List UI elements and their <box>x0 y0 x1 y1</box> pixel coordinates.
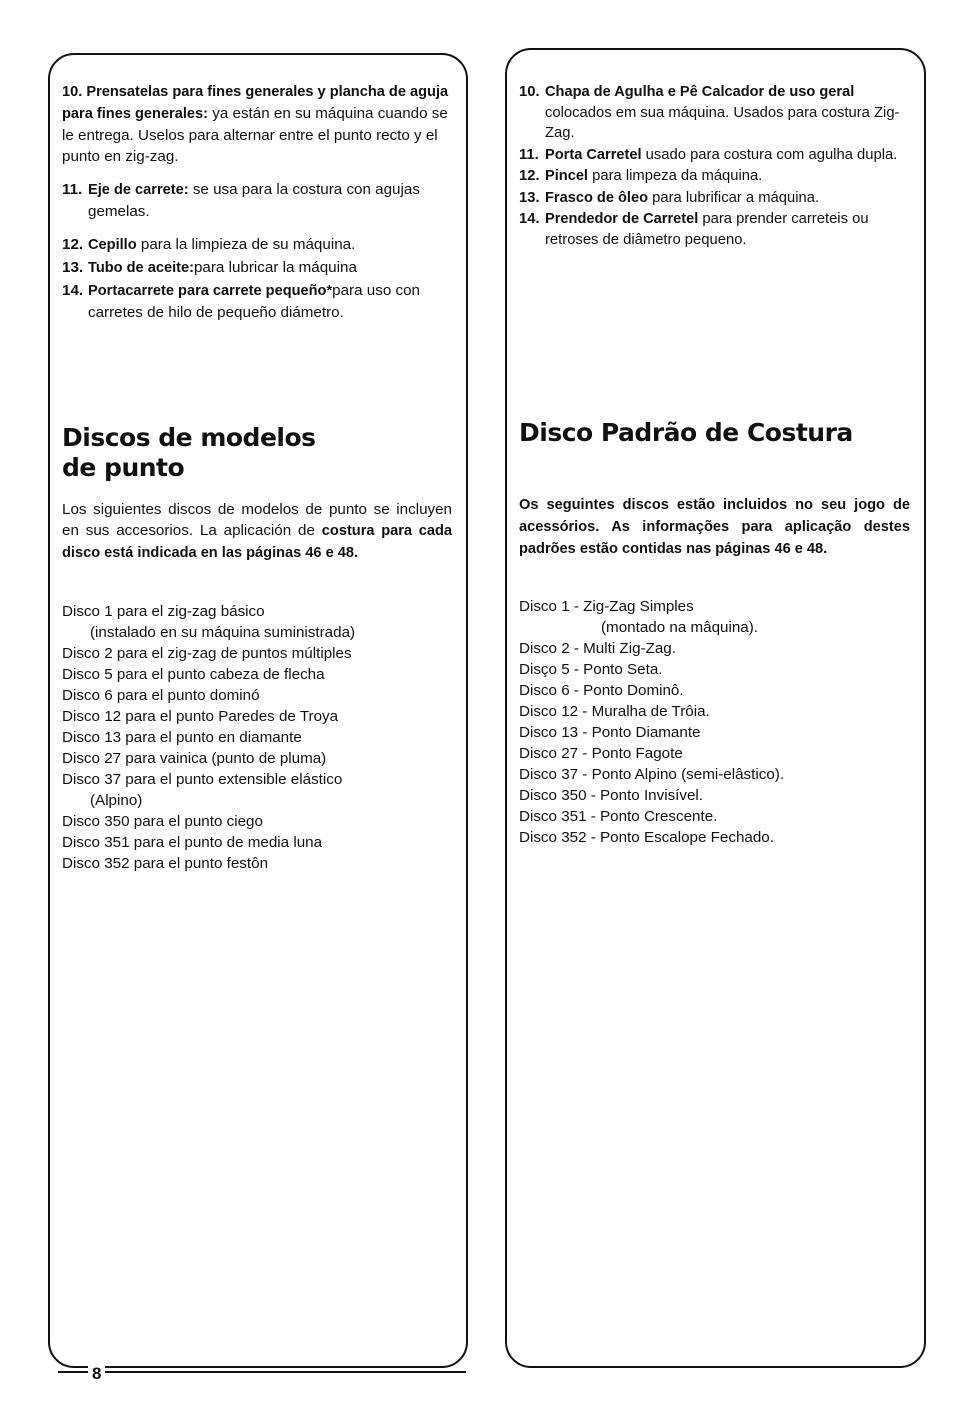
left-item-13-text: para lubricar la máquina <box>193 259 357 276</box>
right-item-11-term: Porta Carretel <box>545 146 642 163</box>
left-item-10-term: 10. Prensatelas para fines generales y plancha de aguja para fines generales: <box>62 84 449 122</box>
page-number: 8 <box>88 1364 105 1384</box>
left-column-panel <box>48 53 468 1368</box>
right-disc-label: Disco 351 - Ponto Crescente. <box>519 808 718 825</box>
right-disc-label: Disco 27 - Ponto Fagote <box>519 745 683 762</box>
right-item-14-term: Prendedor de Carretel <box>545 211 699 227</box>
right-item-11 <box>519 145 910 166</box>
left-disc-item <box>62 643 452 664</box>
right-item-13 <box>519 188 910 209</box>
right-intro-bold: Os seguintes discos estão incluidos no seu jogo de acessórios. As informações para aplicação destes padrões estão contidas nas páginas 46 e 48. <box>519 497 910 557</box>
right-section-heading: Disco Padrão de Costura <box>519 418 853 447</box>
right-disc-item <box>519 743 910 764</box>
right-item-12-term: Pincel <box>545 168 588 184</box>
right-disc-item <box>519 596 910 638</box>
left-item-14-term: Portacarrete para carrete pequeño* <box>88 283 333 299</box>
left-intro-paragraph <box>62 499 452 564</box>
right-accessory-list <box>507 82 924 251</box>
left-disc-item <box>62 706 452 727</box>
left-disc-label: Disco 6 para el punto dominó <box>62 687 260 704</box>
right-disc-note: (montado na mâquina). <box>601 619 759 636</box>
left-disc-label: Disco 37 para el punto extensible elástico <box>62 771 343 788</box>
right-disc-item <box>519 638 910 659</box>
left-disc-item <box>62 811 452 832</box>
left-disc-label: Disco 350 para el punto ciego <box>62 813 263 830</box>
right-item-11-num: 11. <box>519 146 539 163</box>
right-item-13-text: para lubrificar a máquina. <box>648 189 820 206</box>
right-disc-item <box>519 722 910 743</box>
left-item-11-num: 11. <box>62 181 83 198</box>
right-heading-block <box>507 418 924 448</box>
left-item-11-term: Eje de carrete: <box>88 182 189 198</box>
right-disc-label: Disco 350 - Ponto Invisível. <box>519 787 704 804</box>
right-item-13-term: Frasco de ôleo <box>545 189 648 206</box>
right-item-12-text: para limpeza da máquina. <box>588 168 763 184</box>
left-intro-plain: Los siguientes discos de modelos de punto se incluyen en sus accesorios. La aplicación de <box>62 501 452 539</box>
right-item-12-num: 12. <box>519 168 540 184</box>
right-item-14 <box>519 209 910 250</box>
right-disc-label: Disco 1 - Zig-Zag Simples <box>519 598 694 615</box>
right-disc-item <box>519 659 910 680</box>
left-item-12 <box>62 234 452 256</box>
right-disc-list-block <box>507 596 924 848</box>
right-disc-label: Disco 6 - Ponto Dominô. <box>519 682 684 699</box>
left-disc-item <box>62 601 452 643</box>
left-heading-line-1: Discos de modelos <box>62 423 316 452</box>
right-item-10 <box>519 82 910 144</box>
left-disc-note: (instalado en su máquina suministrada) <box>90 624 356 641</box>
right-item-10-term: Chapa de Agulha e Pê Calcador de uso geral <box>545 84 855 100</box>
left-disc-label: Disco 12 para el punto Paredes de Troya <box>62 708 339 725</box>
left-disc-item <box>62 664 452 685</box>
right-disc-label: Disco 37 - Ponto Alpino (semi-elâstico). <box>519 766 785 783</box>
left-disc-note: (Alpino) <box>90 792 143 809</box>
right-disc-label: Disco 352 - Ponto Escalope Fechado. <box>519 829 774 846</box>
left-disc-label: Disco 13 para el punto en diamante <box>62 729 302 746</box>
left-item-10 <box>62 81 452 167</box>
left-disc-item <box>62 727 452 748</box>
left-item-14-num: 14. <box>62 282 84 299</box>
left-intro-bold: costura para cada disco está indicada en las páginas 46 e 48. <box>62 523 452 561</box>
left-disc-item <box>62 748 452 769</box>
left-disc-label: Disco 351 para el punto de media luna <box>62 834 323 851</box>
left-item-10-text: ya están en su máquina cuando se le entrega. Uselos para alternar entre el punto recto y el punto en zig-zag. <box>62 105 448 165</box>
right-item-11-text: usado para costura com agulha dupla. <box>641 146 898 163</box>
left-item-11-text: se usa para la costura con agujas gemelas. <box>88 181 420 220</box>
left-disc-label: Disco 27 para vainica (punto de pluma) <box>62 750 327 767</box>
left-item-14 <box>62 280 452 323</box>
left-intro-block <box>50 499 466 564</box>
left-heading-block <box>50 423 466 483</box>
right-item-12 <box>519 166 910 187</box>
right-disc-item <box>519 701 910 722</box>
left-disc-item <box>62 832 452 853</box>
left-heading-line-2: de punto <box>62 453 185 482</box>
right-disc-label: Disco 13 - Ponto Diamante <box>519 724 701 741</box>
right-disc-list <box>519 596 910 848</box>
right-item-10-num: 10. <box>519 84 540 100</box>
left-item-13-num: 13. <box>62 259 84 276</box>
left-item-12-term: Cepillo <box>88 237 137 253</box>
left-disc-item <box>62 685 452 706</box>
left-item-11 <box>62 179 452 222</box>
right-disc-item <box>519 827 910 848</box>
right-intro-block <box>507 494 924 560</box>
left-disc-list <box>62 601 452 874</box>
left-item-12-num: 12. <box>62 236 84 253</box>
right-disc-item <box>519 806 910 827</box>
right-disc-label: Disço 5 - Ponto Seta. <box>519 661 663 678</box>
right-item-10-text: colocados em sua máquina. Usados para costura Zig-Zag. <box>545 104 900 141</box>
left-disc-label: Disco 1 para el zig-zag básico <box>62 603 265 620</box>
left-disc-list-block <box>50 601 466 874</box>
left-disc-label: Disco 352 para el punto festôn <box>62 855 269 872</box>
left-disc-label: Disco 5 para el punto cabeza de flecha <box>62 666 325 683</box>
left-item-13-term: Tubo de aceite: <box>88 260 194 276</box>
right-item-13-num: 13. <box>519 189 540 206</box>
right-disc-item <box>519 785 910 806</box>
footer-rule <box>58 1371 466 1373</box>
left-section-heading <box>62 423 452 483</box>
right-disc-item <box>519 764 910 785</box>
left-item-14-text: para uso con carretes de hilo de pequeño diámetro. <box>88 282 420 321</box>
right-item-14-num: 14. <box>519 211 540 227</box>
left-accessory-list <box>50 81 466 324</box>
right-disc-label: Disco 2 - Multi Zig-Zag. <box>519 640 676 657</box>
right-intro-paragraph <box>519 494 910 560</box>
left-disc-label: Disco 2 para el zig-zag de puntos múltiples <box>62 645 352 662</box>
left-disc-item <box>62 853 452 874</box>
left-disc-item <box>62 769 452 811</box>
right-item-14-text: para prender carreteis ou retroses de diâmetro pequeno. <box>545 211 869 248</box>
left-item-12-text: para la limpieza de su máquina. <box>136 236 356 253</box>
right-column-panel <box>505 48 926 1368</box>
left-item-13 <box>62 257 452 279</box>
right-disc-label: Disco 12 - Muralha de Trôia. <box>519 703 710 720</box>
right-disc-item <box>519 680 910 701</box>
